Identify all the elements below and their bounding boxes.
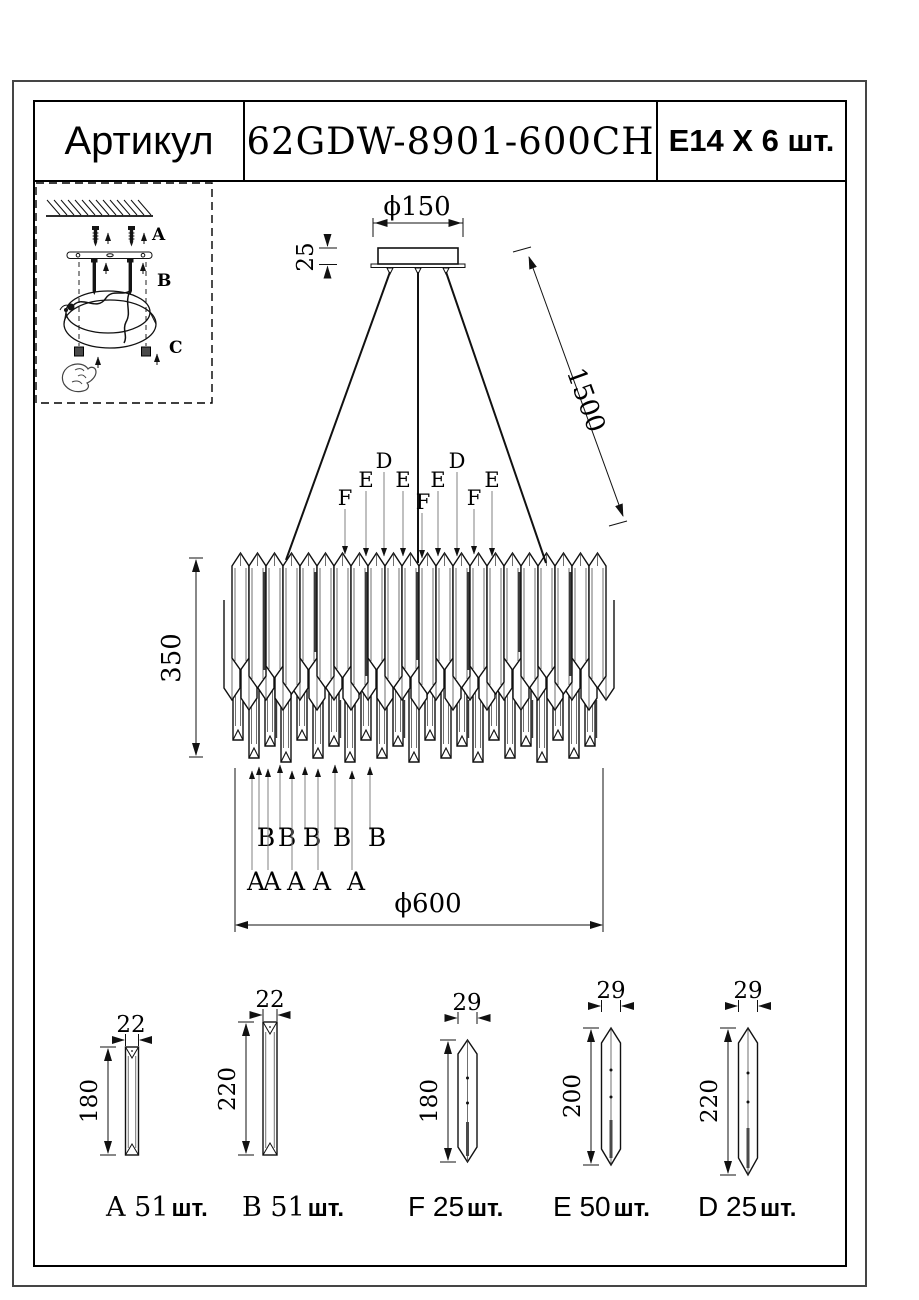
ceiling-canopy [371,248,465,274]
part-width: 29 [596,978,626,1004]
dim-text-body-height: 350 [157,633,187,683]
callout-letter: A [286,867,306,896]
crystal-element [470,553,487,678]
part-count-label: A 51 шт. [106,1192,208,1223]
dim-body-height [157,558,203,757]
crystal-element [317,553,334,688]
dim-canopy-height [293,236,337,278]
dim-cable-length [513,247,627,526]
dim-text-cable-length: 1500 [560,364,611,437]
callout-letter: F [415,490,431,514]
detail-label-b: B [157,271,172,291]
callout-letter: E [484,468,500,492]
article-number-cell: 62GDW-8901-600CH [245,102,658,180]
hand-icon [62,364,96,392]
callout-letter: B [277,823,297,852]
part-width: 22 [116,1012,146,1038]
crystal-element [419,553,436,694]
crystal-element [589,553,606,688]
callout-letter: E [395,468,411,492]
part-drawing-B [215,987,344,1223]
callout-letter: A [312,867,332,896]
part-count-label: D 25 шт. [698,1191,797,1222]
decorative-nuts [75,338,183,368]
part-width: 22 [255,987,285,1013]
part-width: 29 [452,990,482,1016]
part-drawing-D [697,978,796,1222]
callout-letter: B [367,823,387,852]
mounting-detail-box [36,183,212,403]
part-height: 200 [560,1074,586,1118]
dim-text-canopy-diameter: ϕ150 [383,192,451,222]
callout-letter: B [302,823,322,852]
bottom-callouts [246,765,386,896]
screw-icon [128,226,135,247]
callout-letter: A [346,867,366,896]
dim-text-body-diameter: ϕ600 [394,889,462,919]
screw-icon [92,226,99,247]
dim-canopy-diameter [373,192,463,237]
wires [60,291,130,343]
crystal-element [334,553,351,678]
callout-letter: A [246,867,266,896]
dim-text-canopy-height: 25 [293,242,319,272]
part-count-label: B 51 шт. [242,1192,345,1223]
callout-letter: E [430,468,446,492]
callout-letter: B [256,823,276,852]
part-height: 180 [417,1079,443,1123]
crystal-element [487,553,504,694]
part-drawing-E [553,978,650,1222]
part-count-label: E 50 шт. [553,1191,650,1222]
crystal-element [368,553,385,670]
ceiling-hatch [46,200,153,216]
detail-label-c: C [169,338,183,358]
article-label-cell: Артикул [35,102,245,180]
anchor-screws [92,225,166,247]
crystal-element [538,553,555,678]
part-width: 29 [733,978,763,1004]
detail-label-a: A [152,225,166,245]
crystal-drum [224,553,614,762]
lamp-spec-cell: E14 X 6 шт. [668,123,835,158]
part-height: 180 [77,1079,103,1123]
crystal-element [283,553,300,694]
suspension-wires [286,272,546,563]
callout-letter: D [448,449,466,473]
part-height: 220 [697,1079,723,1123]
crystal-element [385,553,402,688]
canopy-ring [60,291,156,348]
callout-letter: A [262,867,282,896]
crystal-element [266,553,283,678]
crystal-element [521,553,538,688]
mounting-bar [67,252,152,259]
crystal-element [572,553,589,670]
part-drawing-F [408,990,503,1222]
callout-letter: F [337,486,353,510]
crystal-element [232,553,249,670]
callout-letter: D [375,449,393,473]
crystal-element [436,553,453,670]
part-drawing-A [77,1012,208,1223]
part-height: 220 [215,1067,241,1111]
part-count-label: F 25 шт. [408,1191,504,1222]
callout-letter: B [332,823,352,852]
callout-letter: F [466,486,482,510]
callout-letter: E [358,468,374,492]
